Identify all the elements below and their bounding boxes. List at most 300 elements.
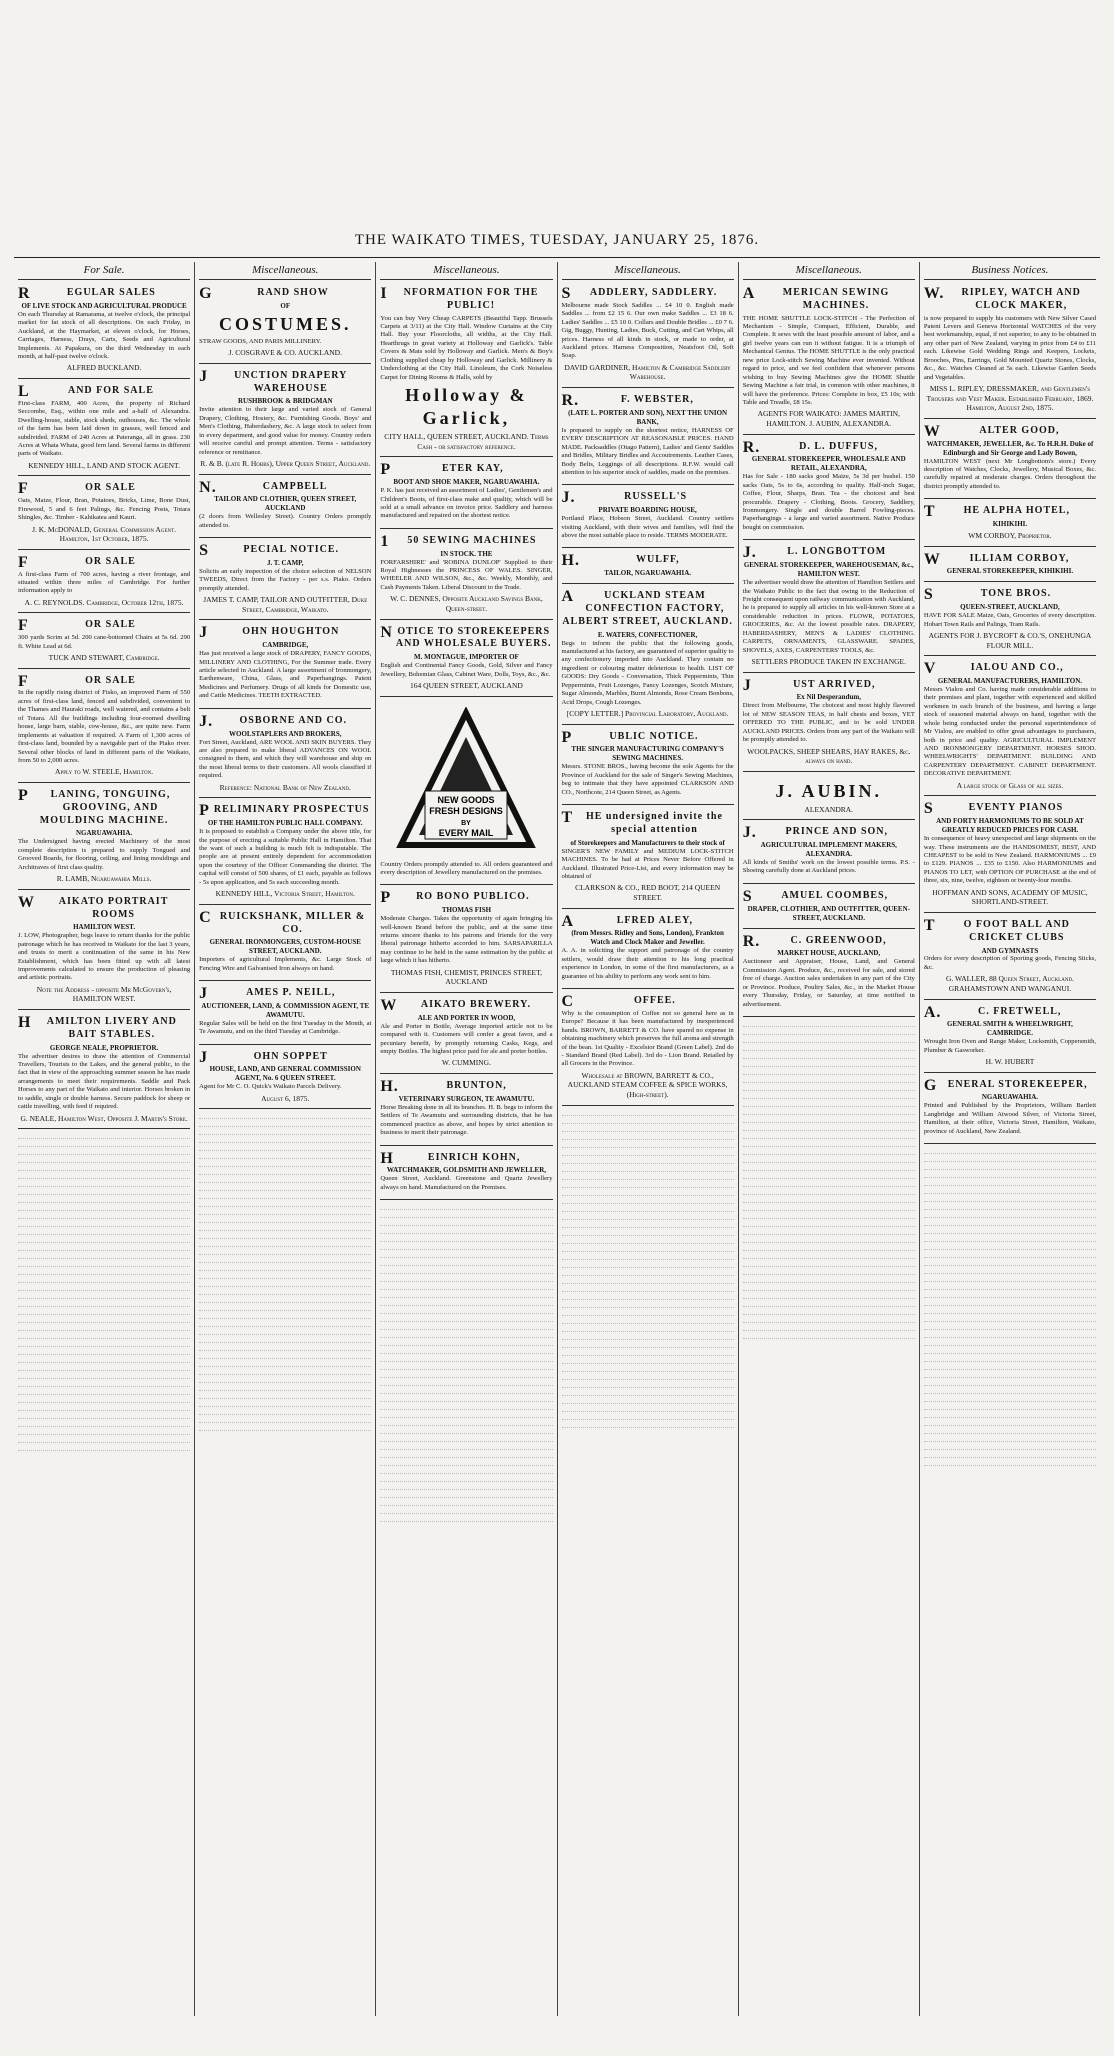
text-line-filler (199, 1192, 371, 1199)
emblem-text: BY (461, 819, 472, 827)
text-line-filler (199, 1240, 371, 1247)
ad-title: WAIKATO BREWERY. (380, 996, 531, 1014)
text-line-filler (924, 1307, 1096, 1314)
text-line-filler (924, 1187, 1096, 1194)
advertisement (380, 284, 552, 457)
advertisement (380, 623, 552, 697)
text-line-filler (18, 1292, 190, 1299)
ad-title: PRELIMINARY PROSPECTUS (199, 802, 370, 820)
ad-signature: HOFFMAN AND SONS, ACADEMY OF MUSIC, SHORTLAND-STREET. (932, 887, 1088, 907)
ad-title: FOR SALE (18, 480, 136, 498)
text-line-filler (380, 1235, 552, 1242)
advertisement (380, 700, 552, 886)
text-line-filler (199, 1416, 371, 1423)
advertisement (743, 438, 915, 541)
text-line-filler (924, 1163, 1096, 1170)
ad-title: REGULAR SALES (18, 285, 156, 302)
ad-title: 150 SEWING MACHINES (380, 532, 537, 550)
ad-title: WILLIAM CORBOY, (923, 550, 1070, 568)
ad-body: In consequence of heavy unexpected and large shipments on the way. These instruments are the HANDSOMEST, BEST, AND CHEAPEST to be sold in New Zealand. HARMONIUMS ... £9 to £129. PIANOS ... £35 to £150. Also HARMONIUMS and PIANOS TO LET, with OPTION OF PURCHASE at the end of three, six, nine, twelve, eighteen or twenty-four months. (923, 835, 1097, 885)
text-line-filler (18, 1132, 190, 1139)
ad-body: Ale and Porter in Bottle, Average imported article not to be compared with it. Customers will confer a great favor, and a pecuniary benefit, by promptly returning Casks, Kegs, and empty Bottles. The highest price paid for ale and porter bottles. (380, 1022, 553, 1056)
ad-subtitle: CAMBRIDGE, (262, 641, 309, 650)
ad-title: W.RIPLEY, WATCH AND CLOCK MAKER, (923, 285, 1081, 311)
text-line-filler (743, 1076, 915, 1083)
text-line-filler (743, 1188, 915, 1195)
text-line-filler (199, 1168, 371, 1175)
text-line-filler (743, 1084, 915, 1091)
column-heading: Miscellaneous. (380, 262, 552, 280)
ad-subtitle: M. MONTAGUE, IMPORTER OF (414, 653, 519, 662)
text-line-filler (199, 1408, 371, 1415)
ad-signature: W. C. DENNES, Opposite Auckland Savings Bank, Queen-street. (390, 594, 543, 613)
text-line-filler (18, 1284, 190, 1291)
text-line-filler (924, 1387, 1096, 1394)
advertisement (380, 1077, 552, 1146)
ad-subtitle: OF LIVE STOCK AND AGRICULTURAL PRODUCE (21, 301, 187, 310)
text-line-filler (743, 1060, 915, 1067)
text-line-filler (380, 1403, 552, 1410)
text-line-filler (562, 1397, 734, 1404)
text-line-filler (562, 1261, 734, 1268)
text-line-filler (562, 1189, 734, 1196)
text-line-filler (743, 1300, 915, 1307)
text-line-filler (743, 1236, 915, 1243)
advertisement (18, 284, 190, 379)
ad-body: Solicits an early inspection of the choice selection of NELSON TWEEDS, Direct from the Factory - per s.s. Piako. Orders promptly attended. (199, 567, 372, 592)
ad-subtitle: THE SINGER MANUFACTURING COMPANY'S SEWING MACHINES. (571, 745, 724, 763)
advertisement (199, 908, 371, 981)
text-line-filler (380, 1443, 552, 1450)
ad-body: Direct from Melbourne, The choicest and most highly flavored lot of NEW SEASON TEAS, in half chests and boxes, YET OFFERED TO THE PUBLIC, and to be sold UNDER AUCKLAND PRICES. Orders from any part of the Waikato will be promptly attended to. (742, 702, 915, 744)
text-line-filler (924, 1371, 1096, 1378)
text-line-filler (199, 1184, 371, 1191)
text-line-filler (924, 1179, 1096, 1186)
text-line-filler (924, 1419, 1096, 1426)
ad-subtitle: AND FORTY HARMONIUMS TO BE SOLD AT GREATLY REDUCED PRICES FOR CASH. (936, 817, 1084, 835)
text-line-filler (924, 1211, 1096, 1218)
text-line-filler (743, 1044, 915, 1051)
text-line-filler (380, 1499, 552, 1506)
ad-subtitle: J. T. CAMP, (266, 558, 304, 567)
ad-subtitle: GENERAL SMITH & WHEELWRIGHT, CAMBRIDGE. (946, 1020, 1073, 1038)
ad-body: Country Orders promptly attended to. All orders guaranteed and every description of Jewellery manufactured on the premises. (380, 860, 553, 876)
ad-body: Invite attention to their large and varied stock of General Drapery, Clothing, Hosiery, &c. Furnishing Goods. Boys' and Men's Clothing, Haberdashery, &c. A large stock to select from in every department, and good value for money. Country orders will receive careful and prompt attention. Terms - satisfactory reference or remittance. (199, 406, 372, 456)
text-line-filler (562, 1309, 734, 1316)
advertisement (743, 775, 915, 821)
ad-subtitle: GENERAL MANUFACTURERS, HAMILTON. (937, 677, 1083, 686)
ad-signature: MISS L. RIPLEY, DRESSMAKER, and Gentlemen's Trousers and Vest Maker. Established February, 1869. Hamilton, August 2nd, 1875. (926, 384, 1094, 413)
text-line-filler (562, 1405, 734, 1412)
text-line-filler (924, 1355, 1096, 1362)
text-line-filler (924, 1443, 1096, 1450)
text-line-filler (743, 1244, 915, 1251)
advertisement (18, 553, 190, 614)
text-line-filler (18, 1180, 190, 1187)
ad-title: JOHN SOPPET (199, 1048, 328, 1066)
ad-title: THE undersigned invite the special attention (561, 809, 723, 835)
text-line-filler (199, 1232, 371, 1239)
ad-signature: A. C. REYNOLDS. Cambridge, October 12th, 1875. (24, 597, 184, 607)
text-line-filler (924, 1155, 1096, 1162)
text-line-filler (199, 1296, 371, 1303)
text-line-filler (199, 1400, 371, 1407)
text-line-filler (18, 1148, 190, 1155)
text-line-filler (199, 1280, 371, 1287)
text-line-filler (562, 1317, 734, 1324)
advertisement (562, 992, 734, 1106)
text-line-filler (924, 1363, 1096, 1370)
text-line-filler (743, 1156, 915, 1163)
text-line-filler (380, 1299, 552, 1306)
text-line-filler (562, 1181, 734, 1188)
text-line-filler (18, 1236, 190, 1243)
text-line-filler (743, 1132, 915, 1139)
text-line-filler (199, 1328, 371, 1335)
ad-title: WAIKATO PORTRAIT ROOMS (18, 893, 169, 920)
ad-body: First-class FARM, 400 Acres, the property of Richard Seccombe, Esq., within one mile and a-half of Alexandra. Dwelling-house, stable, stock sheds, outhouses, &c. The whole of the farm has been laid down in grasses, well fenced and subdivided. FARM of 240 Acres at Pateranga, all in grass. 230 Acres at Whata Whata, good fern land. Several farms in different parts of Waikato. (18, 399, 191, 458)
ad-subtitle: QUEEN-STREET, AUCKLAND, (960, 603, 1060, 612)
text-line-filler (18, 1164, 190, 1171)
emblem-text: NEW GOODS (437, 794, 495, 805)
text-line-filler (562, 1357, 734, 1364)
advertisement (743, 284, 915, 435)
text-line-filler (562, 1237, 734, 1244)
ad-title: J.L. LONGBOTTOM (742, 544, 887, 562)
advertisement (743, 932, 915, 1017)
ad-body: The Undersigned having erected Machinery of the most complete description is prepared to supply Tongued and Grooved Boards, for flooring, ceiling, and lining mouldings and Architraves of first class quality. (18, 838, 191, 871)
text-line-filler (380, 1219, 552, 1226)
ad-signature: DAVID GARDINER, Hamilton & Cambridge Saddlery Warehouse. (564, 362, 731, 382)
advertisement (199, 284, 371, 364)
text-line-filler (199, 1200, 371, 1207)
text-line-filler (743, 1260, 915, 1267)
text-line-filler (743, 1108, 915, 1115)
text-line-filler (380, 1315, 552, 1322)
ad-subtitle: OF (280, 301, 291, 310)
text-line-filler (743, 1332, 915, 1339)
ad-subtitle: AND GYMNASTS (981, 946, 1039, 955)
text-line-filler (18, 1340, 190, 1347)
ad-title: AUCKLAND STEAM CONFECTION FACTORY, ALBERT STREET, AUCKLAND. (561, 588, 733, 627)
text-line-filler (562, 1133, 734, 1140)
text-line-filler (18, 1316, 190, 1323)
text-line-filler (18, 1276, 190, 1283)
text-line-filler (562, 1325, 734, 1332)
text-line-filler (199, 1264, 371, 1271)
text-line-filler (924, 1451, 1096, 1458)
ad-subtitle: GENERAL IRONMONGERS, CUSTOM-HOUSE STREET, AUCKLAND. (209, 938, 361, 956)
text-line-filler (743, 1324, 915, 1331)
text-line-filler (924, 1459, 1096, 1466)
text-line-filler (18, 1404, 190, 1411)
ad-title: GRAND SHOW (199, 285, 329, 302)
text-line-filler (743, 1276, 915, 1283)
text-line-filler (562, 1165, 734, 1172)
ad-signature: Reference: National Bank of New Zealand. (219, 782, 351, 792)
column-heading: Miscellaneous. (743, 262, 915, 280)
text-line-filler (924, 1347, 1096, 1354)
ad-title: SAMUEL COOMBES, (742, 887, 889, 905)
text-line-filler (924, 1235, 1096, 1242)
text-line-filler (743, 1052, 915, 1059)
ad-signature: R. LAMB, Ngaruawahia Mills. (56, 874, 152, 884)
advertisement (380, 888, 552, 993)
ad-subtitle: AGRICULTURAL IMPLEMENT MAKERS, ALEXANDRA. (760, 841, 897, 859)
text-line-filler (743, 1292, 915, 1299)
text-line-filler (18, 1420, 190, 1427)
ad-title: JOHN HOUGHTON (199, 624, 340, 642)
ad-title: INFORMATION FOR THE PUBLIC! (380, 285, 539, 311)
ad-title: CRUICKSHANK, MILLER & CO. (199, 908, 366, 935)
ad-signature: J. K. McDONALD, General Commission Agent. Hamilton, 1st October, 1875. (32, 524, 177, 544)
advertisement (924, 659, 1096, 796)
ad-title: PRO BONO PUBLICO. (380, 889, 530, 907)
text-line-filler (562, 1117, 734, 1124)
ad-title: N.CAMPBELL (199, 478, 328, 496)
ad-body: Printed and Published by the Proprietors, William Bartlett Langbridge and William Atwood Silver, of Victoria Street, Hamilton, at their office, Victoria Street, Hamilton, Waikato, province of Auckland, New Zealand. (923, 1102, 1097, 1135)
ad-signature: CLARKSON & CO., RED BOOT, 214 QUEEN STREET. (575, 883, 721, 902)
advertisement (199, 712, 371, 799)
ad-title: JAMES P. NEILL, (199, 985, 336, 1003)
ad-subtitle: DRAPER, CLOTHIER, AND OUTFITTER, QUEEN-STREET, AUCKLAND. (747, 904, 910, 922)
ad-signature: WM CORBOY, Proprietor. (968, 531, 1052, 541)
text-line-filler (199, 1392, 371, 1399)
text-line-filler (380, 1491, 552, 1498)
ad-body: STRAW GOODS, AND PARIS MILLINERY. (199, 337, 322, 345)
text-line-filler (18, 1252, 190, 1259)
column-heading: Miscellaneous. (199, 262, 371, 280)
text-line-filler (199, 1424, 371, 1431)
text-line-filler (199, 1144, 371, 1151)
text-line-filler (924, 1227, 1096, 1234)
ad-body: Wrought Iron Oven and Range Maker, Locksmith, Coppersmith, Plumber & Gasworker. (923, 1038, 1097, 1054)
ad-body: It is proposed to establish a Company under the above title, for the purpose of erecting a suitable Public Hall in Hamilton. That the want of such a building is much felt is indisputable. The people are at present entirely dependent for accommodation upon the courtesy of the Officer Commanding the district. The capital will consist of 500 shares, of £1 each, payable as follows - 5s upon application, and 5s each succeeding month. (199, 828, 372, 886)
ad-subtitle: of Storekeepers and Manufacturers to their stock of (570, 838, 725, 847)
text-line-filler (562, 1125, 734, 1132)
text-line-filler (380, 1275, 552, 1282)
advertisement (18, 616, 190, 668)
ad-title: TO FOOT BALL AND CRICKET CLUBS (923, 916, 1070, 943)
text-line-filler (18, 1444, 190, 1451)
text-line-filler (18, 1436, 190, 1443)
advertisement (18, 1013, 190, 1129)
advertisement (924, 550, 1096, 583)
ad-body: SINGER'S NEW FAMILY and MEDIUM LOCK-STITCH MACHINES. To be had at Prices Never Before Offered in Auckland. Illustrated Price-List, and every information may be obtained of (561, 847, 734, 880)
advertisement (924, 284, 1096, 419)
advertisement (743, 887, 915, 929)
ad-signature: ALFRED BUCKLAND. (66, 363, 142, 373)
ad-body: Why is the consumption of Coffee not so general here as in Europe? Because it has been manufactured by inexperienced hands. BROWN, BARRETT & CO. have spared no expense in obtaining machinery which preserves the full aroma and strength of the bean. 1st Quality - Excelsior Brand (Green Label). 2nd do - Standard Brand (Red Label). 3rd do - Lion Brand. Retailed by all Grocers in the Province. (561, 1009, 734, 1068)
text-line-filler (380, 1475, 552, 1482)
ad-signature: W. CUMMING. (441, 1058, 491, 1068)
ad-display-line: Holloway & Garlick, (405, 385, 528, 429)
ad-title: VIALOU AND CO., (923, 660, 1064, 678)
ad-signature: THOMAS FISH, CHEMIST, PRINCES STREET, AUCKLAND (390, 967, 543, 987)
ad-title: PUBLIC NOTICE. (561, 728, 699, 746)
text-line-filler (743, 1220, 915, 1227)
ad-title: R.D. L. DUFFUS, (742, 438, 878, 456)
advertisement (380, 460, 552, 529)
text-line-filler (380, 1515, 552, 1522)
text-line-filler (743, 1308, 915, 1315)
ad-body: Queen Street, Auckland. Greenstone and Quartz Jewellery always on hand. Manufactured on the Premises. (380, 1175, 553, 1191)
emblem-text: EVERY MAIL (439, 827, 494, 838)
ad-title: FOR SALE (18, 553, 136, 571)
ad-title: SEVENTY PIANOS (923, 800, 1064, 818)
text-line-filler (743, 1268, 915, 1275)
text-line-filler (924, 1403, 1096, 1410)
text-line-filler (199, 1288, 371, 1295)
text-line-filler (562, 1221, 734, 1228)
column-1 (14, 262, 194, 2016)
ad-signature: J. COSGRAVE & CO. AUCKLAND. (228, 348, 342, 358)
text-line-filler (380, 1267, 552, 1274)
ad-body: HAMILTON WEST (next Mr Longbottom's store.) Every description of Watches, Clocks, Jewellery, Musical Boxes, &c. carefully repaired at moderate charges. Orders throughout the district promptly attended to. (923, 457, 1097, 490)
advertisement (924, 585, 1096, 656)
text-line-filler (380, 1331, 552, 1338)
advertisement (380, 996, 552, 1074)
ad-signature: KENNEDY HILL, LAND AND STOCK AGENT. (28, 460, 180, 470)
text-line-filler (924, 1283, 1096, 1290)
ad-signature: WOOLPACKS, SHEEP SHEARS, HAY RAKES, &c. always on hand. (747, 746, 911, 766)
text-line-filler (562, 1245, 734, 1252)
text-line-filler (924, 1411, 1096, 1418)
text-line-filler (562, 1157, 734, 1164)
ad-subtitle: BOOT AND SHOE MAKER, NGARUAWAHIA. (393, 478, 540, 487)
ad-title: FOR SALE (18, 672, 136, 690)
text-line-filler (380, 1395, 552, 1402)
column-heading: For Sale. (18, 262, 190, 280)
text-line-filler (924, 1267, 1096, 1274)
ad-body: Oats, Maize, Flour, Bran, Potatoes, Bricks, Lime, Bone Dust, Firewood, 5 and 6 feet Palings, &c. Fencing Posts, Totara Shingles, &c. Timber - Kahikatea and Kauri. (18, 497, 191, 522)
advertisement (199, 367, 371, 475)
advertisement (199, 1048, 371, 1110)
advertisement (562, 551, 734, 584)
text-line-filler (562, 1173, 734, 1180)
text-line-filler (743, 1036, 915, 1043)
text-line-filler (562, 1213, 734, 1220)
text-line-filler (18, 1364, 190, 1371)
ad-title: HEINRICH KOHN, (380, 1149, 521, 1167)
column-6 (919, 262, 1100, 2016)
text-line-filler (562, 1333, 734, 1340)
text-line-filler (924, 1395, 1096, 1402)
text-line-filler (199, 1152, 371, 1159)
text-line-filler (380, 1387, 552, 1394)
ad-subtitle: ALE AND PORTER IN WOOD, (417, 1013, 516, 1022)
ad-subtitle: NGARUAWAHIA. (75, 829, 133, 838)
text-line-filler (199, 1208, 371, 1215)
text-line-filler (199, 1336, 371, 1343)
advertisement (924, 502, 1096, 546)
ad-body: Melbourne made Stock Saddles ... £4 10 0. English made Saddles ... from £2 15 6. Our own make Saddles ... £3 18 6. Ladies' Saddles ... £5 10 0. Collars and Double Bridles ... £0 7 6. Gig, Buggy, Hunting, Ladies, Buck, Cutting, and Cart Whips, all prices. Harness of all kinds in stock, or made to order, at Auckland prices. Harness Composition, Neatsfoot Oil, Soft Soap. (561, 301, 734, 360)
text-line-filler (199, 1352, 371, 1359)
text-line-filler (380, 1323, 552, 1330)
advertisement (562, 587, 734, 724)
ad-body: Messrs Vialou and Co. having made considerable additions to their premises and plant, together with experienced and skilled workmen in each branch of the business, and having a large stock of seasoned material always on hand, together with the whole being conducted under the personal superintendence of Mr Vialou, are enabled to offer great advantages to purchasers, both in price and quality. AGRICULTURAL IMPLEMENT AND IRONMONGERY DEPARTMENT. HORSES SHOD. WHEELWRIGHTS' DEPARTMENT. BUILDING AND CARPENTERY DEPARTMENT. CABINET DEPARTMENT. DECORATIVE DEPARTMENT. (923, 685, 1097, 778)
ad-body: Orders for every description of Sporting goods, Fencing Sticks, &c. (923, 955, 1097, 971)
ad-body: HAVE FOR SALE Maize, Oats, Groceries of every description. Hobart Town Rails and Palings, Tram Rails. (923, 612, 1097, 628)
text-line-filler (380, 1411, 552, 1418)
text-line-filler (562, 1381, 734, 1388)
text-line-filler (199, 1136, 371, 1143)
text-line-filler (743, 1212, 915, 1219)
ad-body: Has for Sale - 180 sacks good Maize, 5s 3d per bushel. 150 sacks Oats, 5s to 6s, according to quality. Half-inch Sugar, Coffee, Flour, Sharps, Bran. Tea - the choicest and best procurable. Drapery - Clothing, Boots. Grocery, Saddlery, Ironmongery. Single and double Barrel Fowling-pieces. Paperhangings - a large and varied assortment. Native Produce bought on commission. (742, 473, 915, 531)
advertisement (924, 799, 1096, 913)
text-line-filler (380, 1203, 552, 1210)
advertisement (562, 391, 734, 485)
ad-subtitle: WATCHMAKER, JEWELLER, &c. To H.R.H. Duke of Edinburgh and Sir George and Lady Bowen, (926, 439, 1094, 457)
text-line-filler (743, 1028, 915, 1035)
ad-signature: R. & B. (late R. Hobbs), Upper Queen Street, Auckland. (200, 458, 371, 468)
ad-subtitle: WOOLSTAPLERS AND BROKERS, (229, 729, 342, 738)
ad-display-line: J. AUBIN. (775, 780, 883, 801)
ad-body: Fort Street, Auckland, ARE WOOL AND SKIN BUYERS. They are also prepared to make liberal ADVANCES ON WOOL consigned to them, and which they will warehouse and ship on the most liberal terms to their customers. All wools classified if required. (199, 738, 372, 780)
text-line-filler (924, 1203, 1096, 1210)
ad-signature: 164 QUEEN STREET, AUCKLAND (410, 680, 523, 690)
emblem-text: FRESH DESIGNS (429, 805, 504, 816)
ad-signature: ALEXANDRA. (804, 804, 854, 814)
advertisement (924, 1076, 1096, 1145)
text-line-filler (562, 1365, 734, 1372)
ad-subtitle: THOMAS FISH (441, 906, 492, 915)
text-line-filler (199, 1256, 371, 1263)
ad-subtitle: IN STOCK. THE (440, 549, 493, 558)
ad-title: COFFEE. (561, 993, 676, 1011)
ad-subtitle: PRIVATE BOARDING HOUSE, (598, 506, 697, 515)
text-line-filler (380, 1419, 552, 1426)
text-line-filler (18, 1396, 190, 1403)
text-line-filler (18, 1260, 190, 1267)
advertisement (18, 786, 190, 890)
ad-subtitle: GENERAL STOREKEEPER, KIHIKIHI. (946, 567, 1074, 576)
text-line-filler (18, 1188, 190, 1195)
text-line-filler (924, 1171, 1096, 1178)
ad-signature: Apply to W. STEELE, Hamilton. (55, 767, 154, 777)
text-line-filler (743, 1180, 915, 1187)
ad-body: Begs to inform the public that the following goods, manufactured at his factory, are guaranteed of superior quality to any confectionery imported into Auckland. They contain no ingredient or colouring matter deleterious to health. LIST OF GOODS: Dry Goods - Conversation, Thick Peppermints, Thin Peppermints, Fruit Lozenges, Fancy Lozenges, Scotch Mixture, Sugar Almonds, Marbles, Burnt Almonds, Rose Cream Bonbons, Acid Drops, Cough Lozenges. (561, 639, 734, 706)
text-line-filler (199, 1248, 371, 1255)
text-line-filler (199, 1120, 371, 1127)
text-line-filler (18, 1308, 190, 1315)
text-line-filler (380, 1363, 552, 1370)
text-line-filler (924, 1251, 1096, 1258)
jeweller-emblem-icon (391, 707, 541, 857)
text-line-filler (199, 1344, 371, 1351)
advertisement (562, 808, 734, 908)
advertisement (18, 382, 190, 476)
text-line-filler (18, 1268, 190, 1275)
ad-title: J.PRINCE AND SON, (742, 824, 889, 842)
ad-body: Auctioneer and Appraiser, House, Land, and General Commission Agent. Produce, &c., received for sale, and stored free of charge. Auction sales undertaken in any part of the City or Province. Produce, Poultry Sales, &c., in the Market House every Thursday, Friday, or Saturday, at time notified in advertisement. (742, 958, 915, 1008)
text-line-filler (924, 1275, 1096, 1282)
ad-signature: [COPY LETTER.] Provincial Laboratory, Auckland. (566, 709, 729, 719)
ad-subtitle: KIHIKIHI. (992, 520, 1028, 529)
ad-subtitle: TAILOR, NGARUAWAHIA. (604, 569, 691, 578)
ad-title: PETER KAY, (380, 461, 504, 479)
text-line-filler (562, 1197, 734, 1204)
ad-subtitle: GENERAL STOREKEEPER, WHOLESALE AND RETAIL, ALEXANDRA, (751, 455, 906, 473)
text-line-filler (18, 1172, 190, 1179)
ad-subtitle: TAILOR AND CLOTHIER, QUEEN STREET, AUCKLAND (214, 495, 357, 513)
advertisement (562, 912, 734, 989)
text-line-filler (380, 1259, 552, 1266)
ad-signature: SETTLERS PRODUCE TAKEN IN EXCHANGE. (751, 657, 906, 666)
ad-signature: H. W. HUBERT (985, 1057, 1035, 1067)
ad-body: P. K. has just received an assortment of Ladies', Gentlemen's and Children's Boots, of first-class make and quality, which will be sold at a small advance on invoice price. Saddlery and harness manufactured and repaired on the shortest notice. (380, 487, 553, 520)
text-line-filler (380, 1355, 552, 1362)
